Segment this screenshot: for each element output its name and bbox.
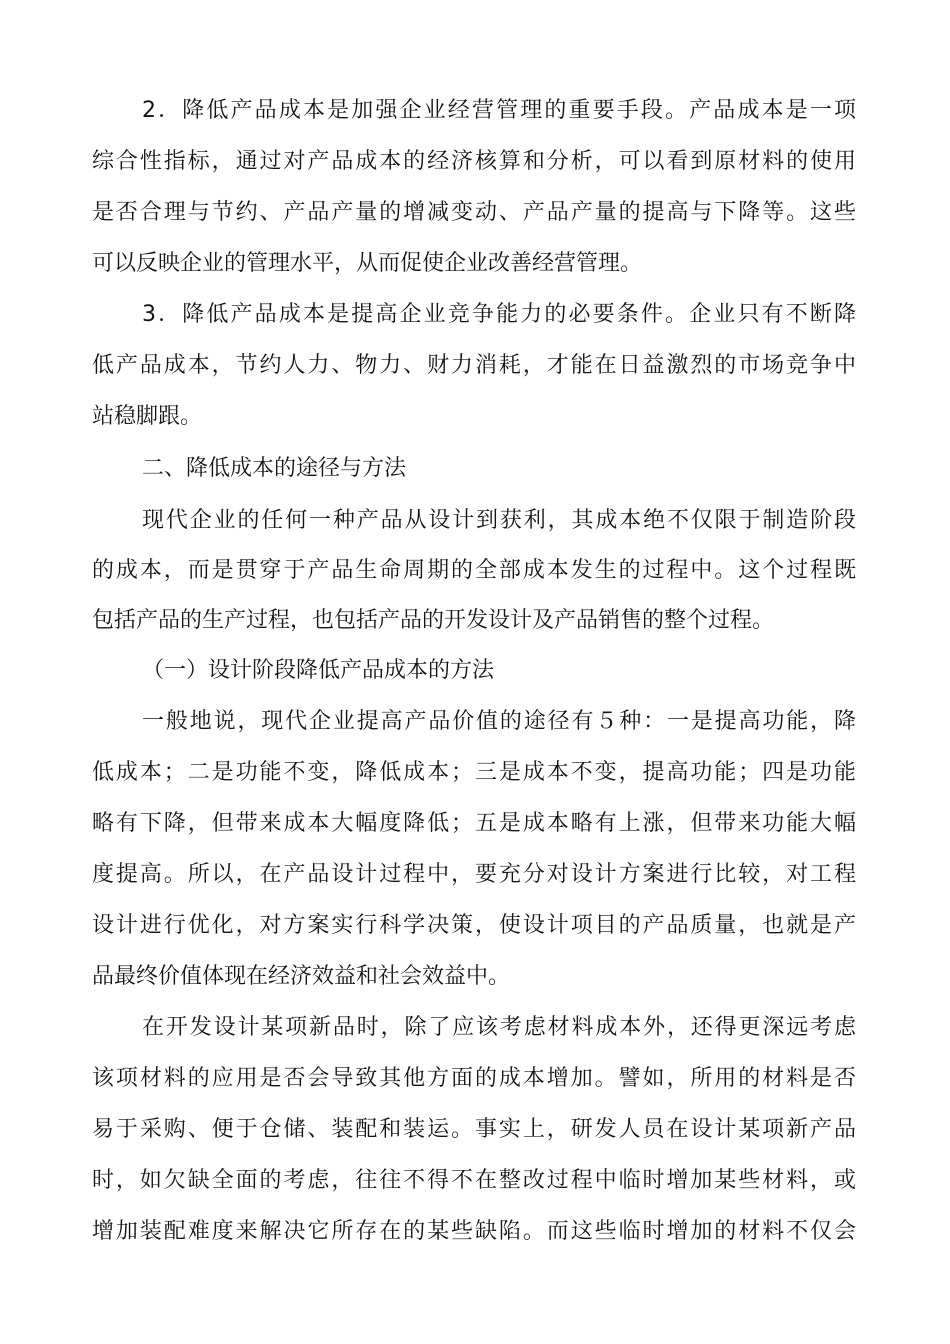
paragraph-5-line-1: 在开发设计某项新品时，除了应该考虑材料成本外，还得更深远考虑 bbox=[142, 1015, 856, 1040]
subsection-heading: （一）设计阶段降低产品成本的方法 bbox=[142, 658, 495, 683]
paragraph-3-line-3: 包括产品的生产过程，也包括产品的开发设计及产品销售的整个过程。 bbox=[92, 608, 775, 633]
paragraph-2-line-1: 3．降低产品成本是提高企业竞争能力的必要条件。企业只有不断降 bbox=[142, 302, 856, 327]
paragraph-4-line-4: 度提高。所以，在产品设计过程中，要充分对设计方案进行比较，对工程 bbox=[92, 862, 856, 887]
paragraph-5-line-3: 易于采购、便于仓储、装配和装运。事实上，研发人员在设计某项新产品 bbox=[92, 1117, 856, 1142]
paragraph-4-line-5: 设计进行优化，对方案实行科学决策，使设计项目的产品质量，也就是产 bbox=[92, 913, 856, 938]
paragraph-1-line-4: 可以反映企业的管理水平，从而促使企业改善经营管理。 bbox=[92, 251, 643, 276]
paragraph-4-line-6: 品最终价值体现在经济效益和社会效益中。 bbox=[92, 964, 511, 989]
paragraph-4-line-2: 低成本；二是功能不变，降低成本；三是成本不变，提高功能；四是功能 bbox=[92, 760, 856, 785]
paragraph-2-line-3: 站稳脚跟。 bbox=[92, 404, 203, 429]
paragraph-1-line-2: 综合性指标，通过对产品成本的经济核算和分析，可以看到原材料的使用 bbox=[92, 149, 856, 174]
paragraph-5-line-2: 该项材料的应用是否会导致其他方面的成本增加。譬如，所用的材料是否 bbox=[92, 1066, 856, 1091]
paragraph-3-line-2: 的成本，而是贯穿于产品生命周期的全部成本发生的过程中。这个过程既 bbox=[92, 558, 856, 583]
paragraph-1-line-1: 2．降低产品成本是加强企业经营管理的重要手段。产品成本是一项 bbox=[142, 98, 856, 123]
paragraph-4-line-1: 一般地说，现代企业提高产品价值的途径有５种：一是提高功能，降 bbox=[142, 709, 856, 734]
paragraph-5-line-4: 时，如欠缺全面的考虑，往往不得不在整改过程中临时增加某些材料，或 bbox=[92, 1168, 856, 1193]
paragraph-5-line-5: 增加装配难度来解决它所存在的某些缺陷。而这些临时增加的材料不仅会 bbox=[92, 1219, 856, 1244]
section-heading: 二、降低成本的途径与方法 bbox=[142, 456, 407, 481]
paragraph-3-line-1: 现代企业的任何一种产品从设计到获利，其成本绝不仅限于制造阶段 bbox=[142, 508, 856, 533]
paragraph-1-line-3: 是否合理与节约、产品产量的增减变动、产品产量的提高与下降等。这些 bbox=[92, 200, 856, 225]
paragraph-4-line-3: 略有下降，但带来成本大幅度降低；五是成本略有上涨，但带来功能大幅 bbox=[92, 811, 856, 836]
paragraph-2-line-2: 低产品成本，节约人力、物力、财力消耗，才能在日益激烈的市场竞争中 bbox=[92, 353, 856, 378]
